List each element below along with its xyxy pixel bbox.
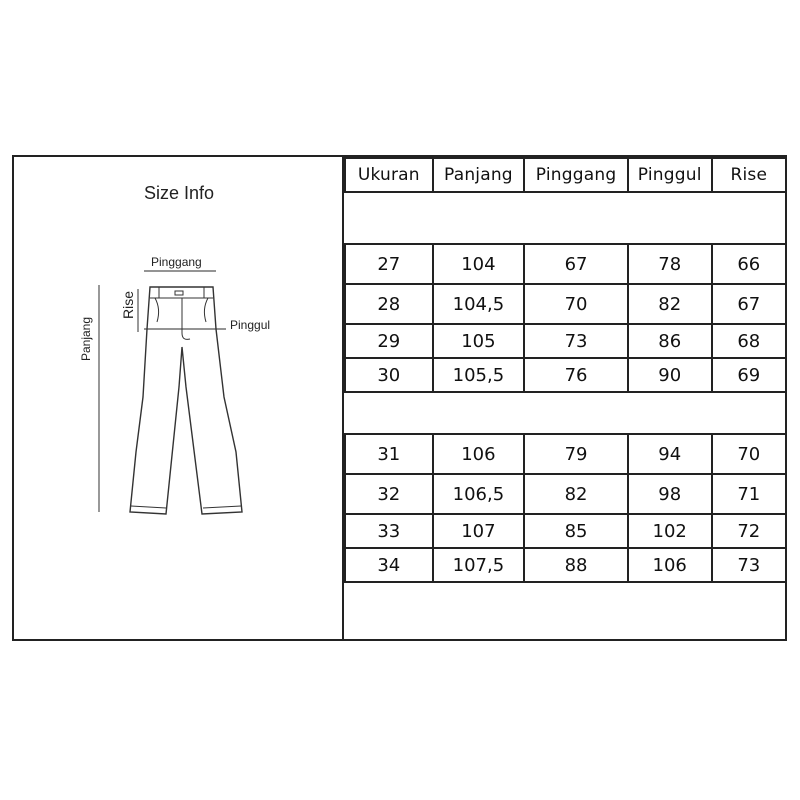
table-row: [345, 514, 786, 548]
cell-pinggang: 76: [524, 358, 628, 392]
cell-ukuran: 28: [345, 284, 433, 324]
cell-pinggul: 94: [628, 434, 712, 474]
cell-ukuran: 30: [345, 358, 433, 392]
cell-rise: 71: [712, 474, 786, 514]
cell-ukuran: 29: [345, 324, 433, 358]
cell-ukuran: 27: [345, 244, 433, 284]
header-pinggang: Pinggang: [524, 158, 628, 192]
cell-panjang: 107,5: [433, 548, 525, 582]
table-row: [345, 244, 786, 284]
table-row: [345, 358, 786, 392]
cell-pinggul: 82: [628, 284, 712, 324]
cell-rise: 73: [712, 548, 786, 582]
panjang-label: Panjang: [79, 316, 94, 362]
table-row: [345, 548, 786, 582]
size-table-wrap: [344, 157, 787, 639]
table-spacer-row: [345, 192, 786, 244]
cell-pinggang: 73: [524, 324, 628, 358]
table-row: [345, 284, 786, 324]
cell-rise: 69: [712, 358, 786, 392]
cell-rise: 72: [712, 514, 786, 548]
cell-rise: 68: [712, 324, 786, 358]
header-rise: Rise: [712, 158, 786, 192]
cell-ukuran: 31: [345, 434, 433, 474]
header-pinggul: Pinggul: [628, 158, 712, 192]
cell-pinggang: 88: [524, 548, 628, 582]
cell-ukuran: 32: [345, 474, 433, 514]
table-spacer-row: [345, 582, 786, 642]
cell-panjang: 105: [433, 324, 525, 358]
cell-rise: 67: [712, 284, 786, 324]
pinggul-label: Pinggul: [230, 318, 271, 332]
cell-pinggang: 70: [524, 284, 628, 324]
rise-label: Rise: [120, 290, 137, 320]
cell-panjang: 106,5: [433, 474, 525, 514]
cell-pinggul: 106: [628, 548, 712, 582]
table-row: [345, 474, 786, 514]
cell-panjang: 104,5: [433, 284, 525, 324]
cell-panjang: 104: [433, 244, 525, 284]
cell-pinggang: 79: [524, 434, 628, 474]
cell-panjang: 107: [433, 514, 525, 548]
cell-panjang: 105,5: [433, 358, 525, 392]
header-panjang: Panjang: [433, 158, 525, 192]
table-row: [345, 434, 786, 474]
size-table: [344, 157, 787, 642]
cell-rise: 66: [712, 244, 786, 284]
pants-illustration: [14, 157, 344, 643]
cell-pinggul: 86: [628, 324, 712, 358]
cell-ukuran: 33: [345, 514, 433, 548]
size-info-title: Size Info: [143, 183, 215, 203]
cell-rise: 70: [712, 434, 786, 474]
pants-diagram: [14, 157, 344, 643]
header-ukuran: Ukuran: [345, 158, 433, 192]
cell-ukuran: 34: [345, 548, 433, 582]
cell-pinggang: 67: [524, 244, 628, 284]
cell-panjang: 106: [433, 434, 525, 474]
size-info-panel: [14, 157, 344, 639]
cell-pinggang: 85: [524, 514, 628, 548]
cell-pinggul: 98: [628, 474, 712, 514]
table-header-row: [345, 158, 786, 192]
cell-pinggul: 102: [628, 514, 712, 548]
table-row: [345, 324, 786, 358]
cell-pinggul: 78: [628, 244, 712, 284]
table-spacer-row: [345, 392, 786, 434]
cell-pinggul: 90: [628, 358, 712, 392]
size-chart-sheet: [12, 155, 787, 641]
cell-pinggang: 82: [524, 474, 628, 514]
pinggang-label: Pinggang: [151, 255, 202, 269]
